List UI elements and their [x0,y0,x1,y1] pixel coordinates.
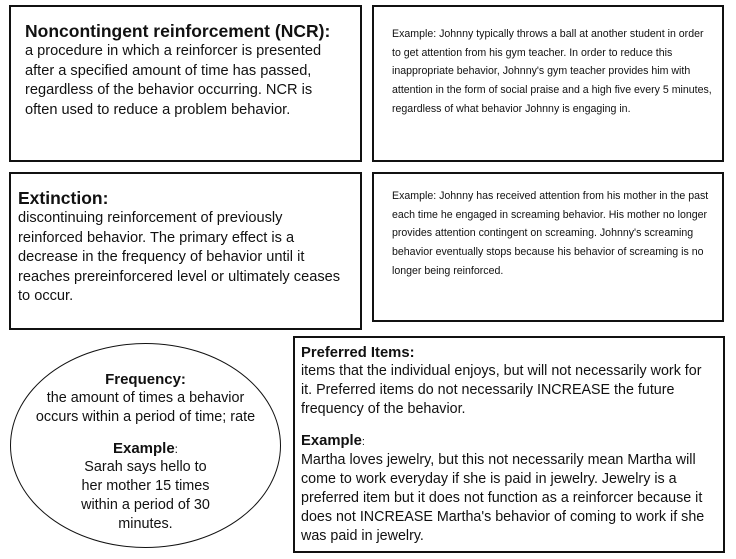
ncr-example-card [372,5,724,162]
ncr-example-text: Example: Johnny typically throws a ball at another student in order to get attention from his gym teacher. In order to reduce this inappropriate behavior, Johnny's gym teacher provides him with attention in the form of social praise and a high five every 5 minutes, regardless of what behavior Johnny is engaging in. [392,28,712,115]
preferred-example-text: Martha loves jewelry, but this not necessarily mean Martha will come to work everyday if she is paid in jewelry. Jewelry is a preferred item but it does not function as a reinforcer because it does not INCREASE Martha's behavior of coming to work if she was paid in jewelry. [301,451,705,545]
frequency-example-heading [11,440,280,458]
extinction-term: Extinction: [18,188,109,208]
preferred-example-colon: : [361,435,365,448]
frequency-example-label: Example [112,440,175,457]
frequency-example-colon: : [174,442,179,456]
frequency-example-text: Sarah says hello to her mother 15 times within a period of 30 minutes. [81,459,210,532]
preferred-definition: items that the individual enjoys, but will not necessarily work for it. Preferred items do not necessarily INCREASE the future frequency of the behavior. [301,363,702,418]
extinction-example-text: Example: Johnny has received attention from his mother in the past each time he engaged in screaming behavior. His mother no longer provides attention contingent on screaming. Johnny's screaming behavior eventually stops because his behavior of screaming is no longer being reinforced. [392,190,709,277]
extinction-definition-card [9,172,362,330]
preferred-example-label: Example [301,432,362,449]
frequency-ellipse [10,343,281,548]
preferred-example-heading [301,432,715,451]
ncr-definition: a procedure in which a reinforcer is presented after a specified amount of time has passed, regardless of the behavior occurring. NCR is often used to reduce a problem behavior. [25,43,322,118]
ncr-term: Noncontingent reinforcement (NCR): [25,21,331,41]
extinction-definition: discontinuing reinforcement of previously reinforced behavior. The primary effect is a decrease in the frequency of behavior until it reaches prereinforcered level or ultimately ceases to occur. [18,210,341,304]
frequency-definition: the amount of times a behavior occurs within a period of time; rate [35,390,256,425]
extinction-example-card [372,172,724,322]
preferred-term: Preferred Items: [301,345,415,361]
ncr-definition-card [9,5,362,162]
frequency-term: Frequency: [105,371,186,388]
preferred-items-card [293,336,725,553]
